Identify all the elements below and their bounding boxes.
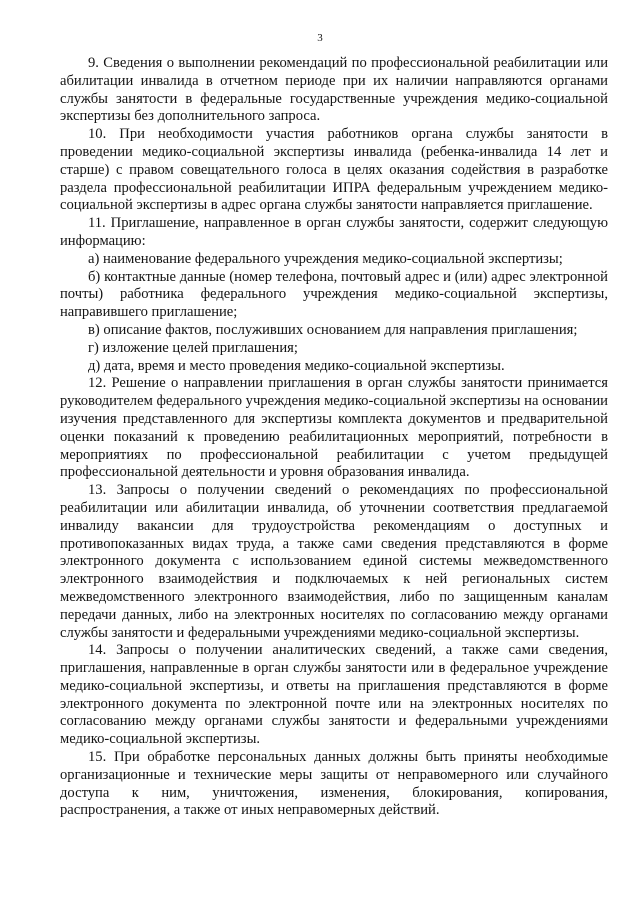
list-item-d: д) дата, время и место проведения медико-социальной экспертизы. bbox=[88, 357, 505, 374]
paragraph-11: 11. Приглашение, направленное в орган службы занятости, содержит следующую информацию: bbox=[60, 215, 608, 249]
paragraph-15: 15. При обработке персональных данных должны быть приняты необходимые организационные и технические меры защиты от неправомерного или случайного доступа к ним, уничтожения, изменения, блокирования, копирования, распространения, а также от иных неправомерных действий. bbox=[60, 749, 608, 819]
document-body bbox=[60, 55, 608, 820]
paragraph-12: 12. Решение о направлении приглашения в орган службы занятости принимается руководителем федерального учреждения медико-социальной экспертизы на основании изучения представленного для экспертизы комплекта документов и предварительной оценки показаний к проведению реабилитационных мероприятий, потребности в мероприятиях по профессиональной реабилитации с учетом предыдущей профессиональной деятельности и уровня образования инвалида. bbox=[60, 375, 608, 481]
list-item-v: в) описание фактов, послуживших основанием для направления приглашения; bbox=[88, 321, 578, 338]
paragraph-10: 10. При необходимости участия работников органа службы занятости в проведении медико-социальной экспертизы инвалида (ребенка-инвалида 14 лет и старше) с правом совещательного голоса в целях оказания содействия в разработке раздела профессиональной реабилитации ИПРА федеральным учреждением медико-социальной экспертизы в адрес органа службы занятости направляется приглашение. bbox=[60, 126, 608, 214]
list-item-a: а) наименование федерального учреждения медико-социальной экспертизы; bbox=[88, 250, 563, 267]
paragraph-14: 14. Запросы о получении аналитических сведений, а также сами сведения, приглашения, направленные в орган службы занятости или в федеральное учреждение медико-социальной экспертизы, и ответы на приглашения представляются в форме электронного документа по электронной почте или на электронных носителях по согласованию между органами службы занятости и федеральными учреждениями медико-социальной экспертизы. bbox=[60, 642, 608, 748]
list-item-b: б) контактные данные (номер телефона, почтовый адрес и (или) адрес электронной почты) работника федерального учреждения медико-социальной экспертизы, направившего приглашение; bbox=[60, 268, 608, 321]
paragraph-9: 9. Сведения о выполнении рекомендаций по профессиональной реабилитации или абилитации инвалида в отчетном периоде при их наличии направляются органами службы занятости в федеральные государственные учреждения медико-социальной экспертизы без дополнительного запроса. bbox=[60, 55, 608, 125]
paragraph-13: 13. Запросы о получении сведений о рекомендациях по профессиональной реабилитации или абилитации инвалида, об уточнении соответствия предлагаемой инвалиду вакансии для трудоустройства рекомендациям о доступных и противопоказанных видах труда, а также сами сведения представляются в форме электронного документа с использованием единой системы межведомственного электронного взаимодействия и подключаемых к ней региональных систем межведомственного электронного взаимодействия, либо по защищенным каналам передачи данных, либо на электронных носителях по согласованию между органами службы занятости и федеральными учреждениями медико-социальной экспертизы. bbox=[60, 482, 608, 641]
page-number: 3 bbox=[317, 32, 323, 44]
list-item-g: г) изложение целей приглашения; bbox=[88, 339, 298, 356]
